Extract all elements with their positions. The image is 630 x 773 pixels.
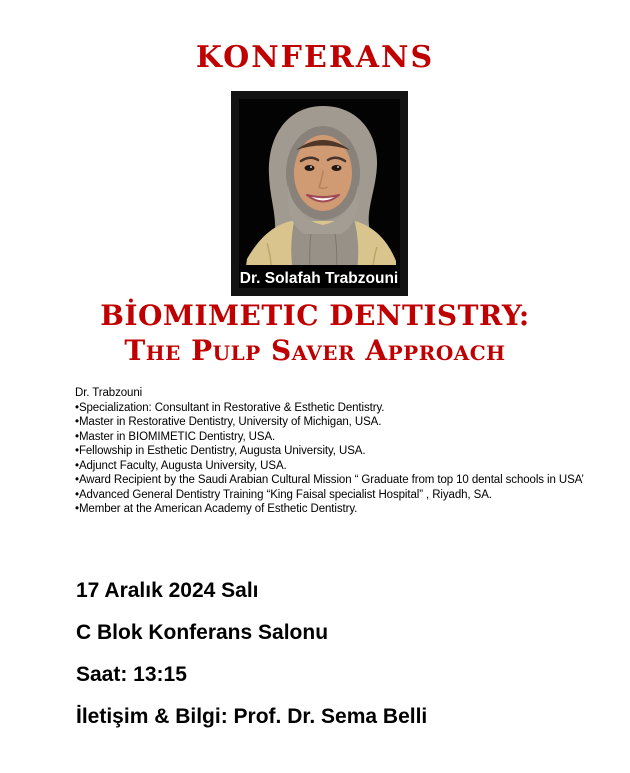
bio-list bbox=[75, 401, 615, 517]
event-details bbox=[76, 570, 616, 738]
poster-title: KONFERANS bbox=[195, 40, 435, 75]
bio-intro: Dr. Trabzouni bbox=[75, 387, 143, 399]
headline-line1: BİOMIMETIC DENTISTRY: bbox=[100, 299, 530, 332]
bio-item: • Advanced General Dentistry Training “King Faisal specialist Hospital” , Riyadh, SA. bbox=[75, 488, 615, 503]
speaker-bio bbox=[75, 386, 615, 517]
eye-right bbox=[332, 165, 342, 171]
bio-item: • Specialization: Consultant in Restorative & Esthetic Dentistry. bbox=[75, 401, 615, 416]
bio-item: • Adjunct Faculty, Augusta University, USA. bbox=[75, 459, 615, 474]
bio-item: • Award Recipient by the Saudi Arabian Cultural Mission “ Graduate from top 10 dental schools in USA’ bbox=[75, 473, 615, 488]
headline-line2: The Pulp Saver Approach bbox=[124, 334, 506, 367]
eye-left-glint bbox=[310, 166, 312, 168]
bio-item: • Master in Restorative Dentistry, University of Michigan, USA. bbox=[75, 415, 615, 430]
event-date: 17 Aralık 2024 Salı bbox=[76, 579, 259, 602]
speaker-portrait-illustration bbox=[231, 91, 408, 296]
bio-item: • Master in BIOMIMETIC Dentistry, USA. bbox=[75, 430, 615, 445]
bio-item: • Fellowship in Esthetic Dentistry, Augusta University, USA. bbox=[75, 444, 615, 459]
event-venue: C Blok Konferans Salonu bbox=[76, 621, 329, 644]
speaker-photo bbox=[231, 91, 408, 296]
event-time: Saat: 13:15 bbox=[76, 663, 187, 686]
eye-left bbox=[305, 165, 315, 171]
photo-caption: Dr. Solafah Trabzouni bbox=[239, 270, 399, 287]
event-contact: İletişim & Bilgi: Prof. Dr. Sema Belli bbox=[76, 705, 428, 728]
bio-item: • Member at the American Academy of Esthetic Dentistry. bbox=[75, 502, 615, 517]
eye-right-glint bbox=[337, 166, 339, 168]
